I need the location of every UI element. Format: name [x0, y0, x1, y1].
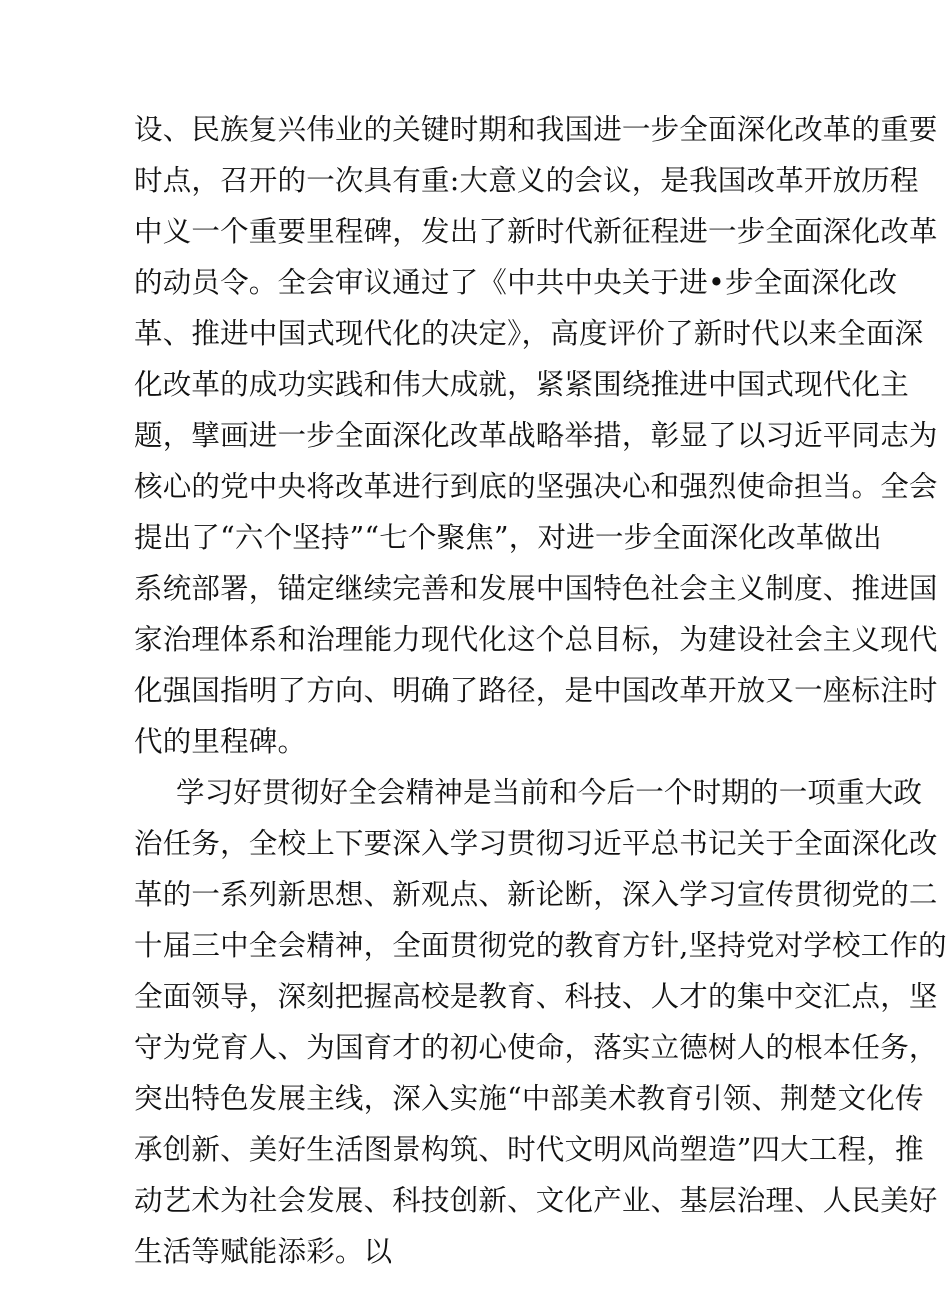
paragraph-line: 系统部署，锚定继续完善和发展中国特色社会主义制度、推进国 — [134, 572, 938, 605]
paragraph-line: 时点，召开的一次具有重:大意义的会议，是我国改革开放历程 — [134, 164, 919, 197]
paragraph-line: 学习好贯彻好全会精神是当前和今后一个时期的一项重大政 — [176, 776, 923, 809]
paragraph-line: 革的一系列新思想、新观点、新论断，深入学习宣传贯彻党的二 — [134, 878, 938, 911]
paragraph-line: 治任务，全校上下要深入学习贯彻习近平总书记关于全面深化改 — [134, 827, 938, 860]
paragraph-line: 的动员令。全会审议通过了《中共中央关于进•步全面深化改 — [134, 266, 898, 299]
paragraph-line: 革、推进中国式现代化的决定》，高度评价了新时代以来全面深 — [134, 317, 924, 350]
paragraph-line: 中义一个重要里程碑，发出了新时代新征程进一步全面深化改革 — [134, 215, 938, 248]
paragraph-line: 设、民族复兴伟业的关键时期和我国进一步全面深化改革的重要 — [134, 113, 938, 146]
paragraph-line: 全面领导，深刻把握高校是教育、科技、人才的集中交汇点，坚 — [134, 980, 938, 1013]
paragraph-line: 动艺术为社会发展、科技创新、文化产业、基层治理、人民美好 — [134, 1184, 938, 1217]
paragraph-line: 核心的党中央将改革进行到底的坚强决心和强烈使命担当。全会 — [134, 470, 938, 503]
paragraph-line: 提出了“六个坚持”“七个聚焦”，对进一步全面深化改革做出 — [134, 521, 882, 554]
paragraph-line: 生活等赋能添彩。以 — [134, 1235, 393, 1268]
paragraph-line: 守为党育人、为国育才的初心使命，落实立德树人的根本任务， — [134, 1031, 938, 1064]
paragraph-line: 承创新、美好生活图景构筑、时代文明风尚塑造”四大工程，推 — [134, 1133, 924, 1166]
paragraph-line: 化强国指明了方向、明确了路径，是中国改革开放又一座标注时 — [134, 674, 938, 707]
paragraph-line: 化改革的成功实践和伟大成就，紧紧围绕推进中国式现代化主 — [134, 368, 909, 401]
paragraph-line: 题，擘画进一步全面深化改革战略举措，彰显了以习近平同志为 — [134, 419, 938, 452]
paragraph-line: 十届三中全会精神，全面贯彻党的教育方针,坚持党对学校工作的 — [134, 929, 947, 962]
paragraph-line: 家治理体系和治理能力现代化这个总目标，为建设社会主义现代 — [134, 623, 938, 656]
paragraph-line: 代的里程碑。 — [134, 725, 307, 758]
paragraph-line: 突出特色发展主线，深入实施“中部美术教育引领、荆楚文化传 — [134, 1082, 924, 1115]
